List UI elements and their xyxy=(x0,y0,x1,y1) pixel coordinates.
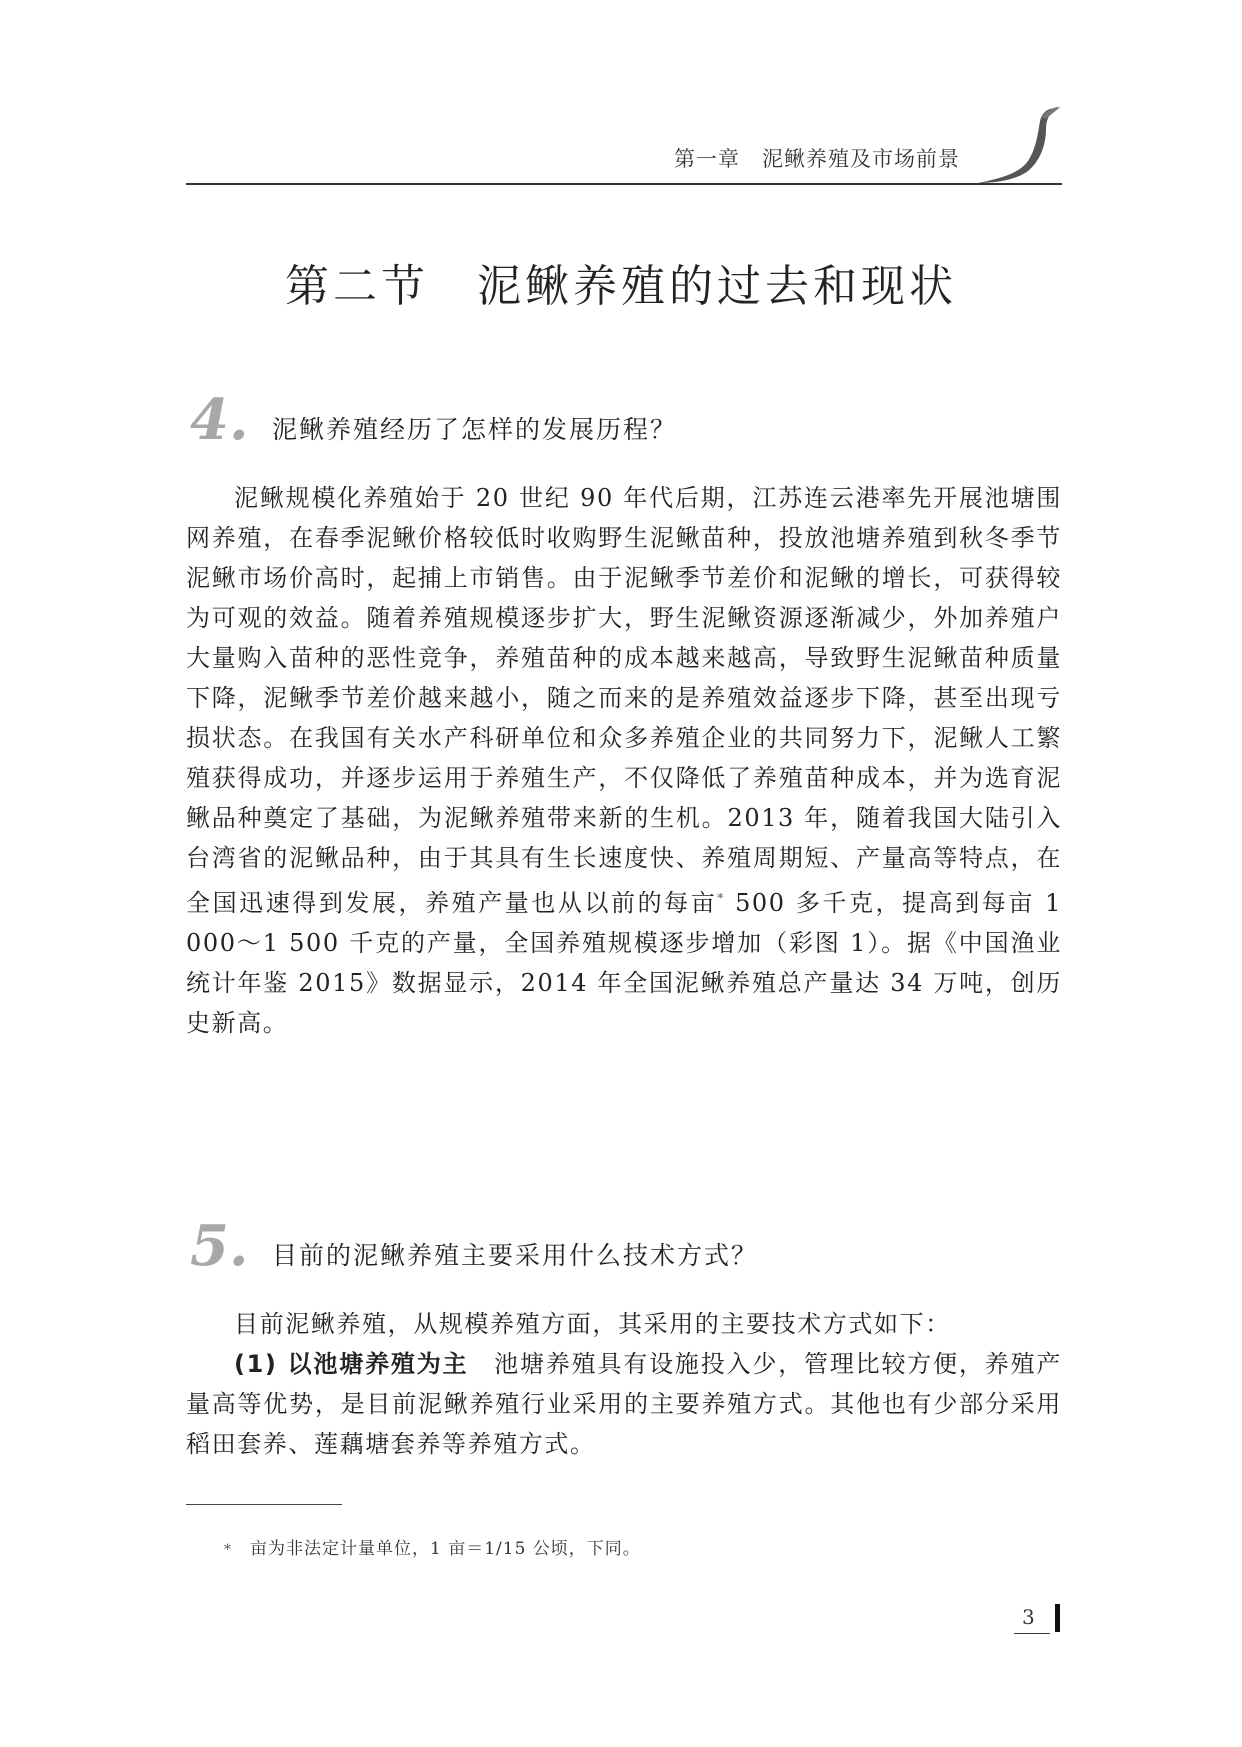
footnote-reference: * xyxy=(717,891,725,905)
loach-fish-icon xyxy=(976,105,1066,185)
paragraph-development-history: 泥鳅规模化养殖始于 20 世纪 90 年代后期，江苏连云港率先开展池塘围网养殖，在春季泥鳅价格较低时收购野生泥鳅苗种，投放池塘养殖到秋冬季节泥鳅市场价高时，起捕上市销售。由于泥鳅季节差价和泥鳅的增长，可获得较为可观的效益。随着养殖规模逐步扩大，野生泥鳅资源逐渐减少，外加养殖户大量购入苗种的恶性竞争，养殖苗种的成本越来越高，导致野生泥鳅苗种质量下降，泥鳅季节差价越来越小，随之而来的是养殖效益逐步下降，甚至出现亏损状态。在我国有关水产科研单位和众多养殖企业的共同努力下，泥鳅人工繁殖获得成功，并逐步运用于养殖生产，不仅降低了养殖苗种成本，并为选育泥鳅品种奠定了基础，为泥鳅养殖带来新的生机。2013 年，随着我国大陆引入台湾省的泥鳅品种，由于其具有生长速度快、养殖周期短、产量高等特点，在全国迅速得到发展，养殖产量也从以前的每亩* 500 多千克，提高到每亩 1 000～1 500 千克的产量，全国养殖规模逐步增加（彩图 1）。据《中国渔业统计年鉴 2015》数据显示，2014 年全国泥鳅养殖总产量达 34 万吨，创历史新高。 xyxy=(186,484,1062,1037)
chapter-label: 第一章 xyxy=(674,147,740,171)
paragraph-pond-culture: (1) 以池塘养殖为主 池塘养殖具有设施投入少，管理比较方便，养殖产量高等优势，是目前泥鳅养殖行业采用的主要养殖方式。其他也有少部分采用稻田套养、莲藕塘套养等养殖方式。 xyxy=(186,1350,1062,1458)
page-number-bar xyxy=(1055,1604,1060,1632)
page-number-rule xyxy=(1014,1633,1050,1634)
page-number: 3 xyxy=(1022,1605,1035,1629)
footnote: * 亩为非法定计量单位，1 亩＝1/15 公顷，下同。 xyxy=(224,1539,641,1559)
paragraph-methods-intro: 目前泥鳅养殖，从规模养殖方面，其采用的主要技术方式如下： xyxy=(234,1310,951,1338)
chapter-title: 泥鳅养殖及市场前景 xyxy=(762,147,960,171)
section-title: 第二节 泥鳅养殖的过去和现状 xyxy=(285,261,957,312)
question-number-5: 5. xyxy=(190,1213,249,1279)
running-header xyxy=(560,143,960,173)
question-title-4: 泥鳅养殖经历了怎样的发展历程？ xyxy=(272,415,678,444)
header-rule xyxy=(186,183,1062,185)
question-number-4: 4. xyxy=(190,387,249,453)
pond-culture-heading: (1) 以池塘养殖为主 xyxy=(234,1350,469,1378)
footnote-rule xyxy=(186,1504,342,1505)
question-title-5: 目前的泥鳅养殖主要采用什么技术方式？ xyxy=(272,1241,759,1270)
